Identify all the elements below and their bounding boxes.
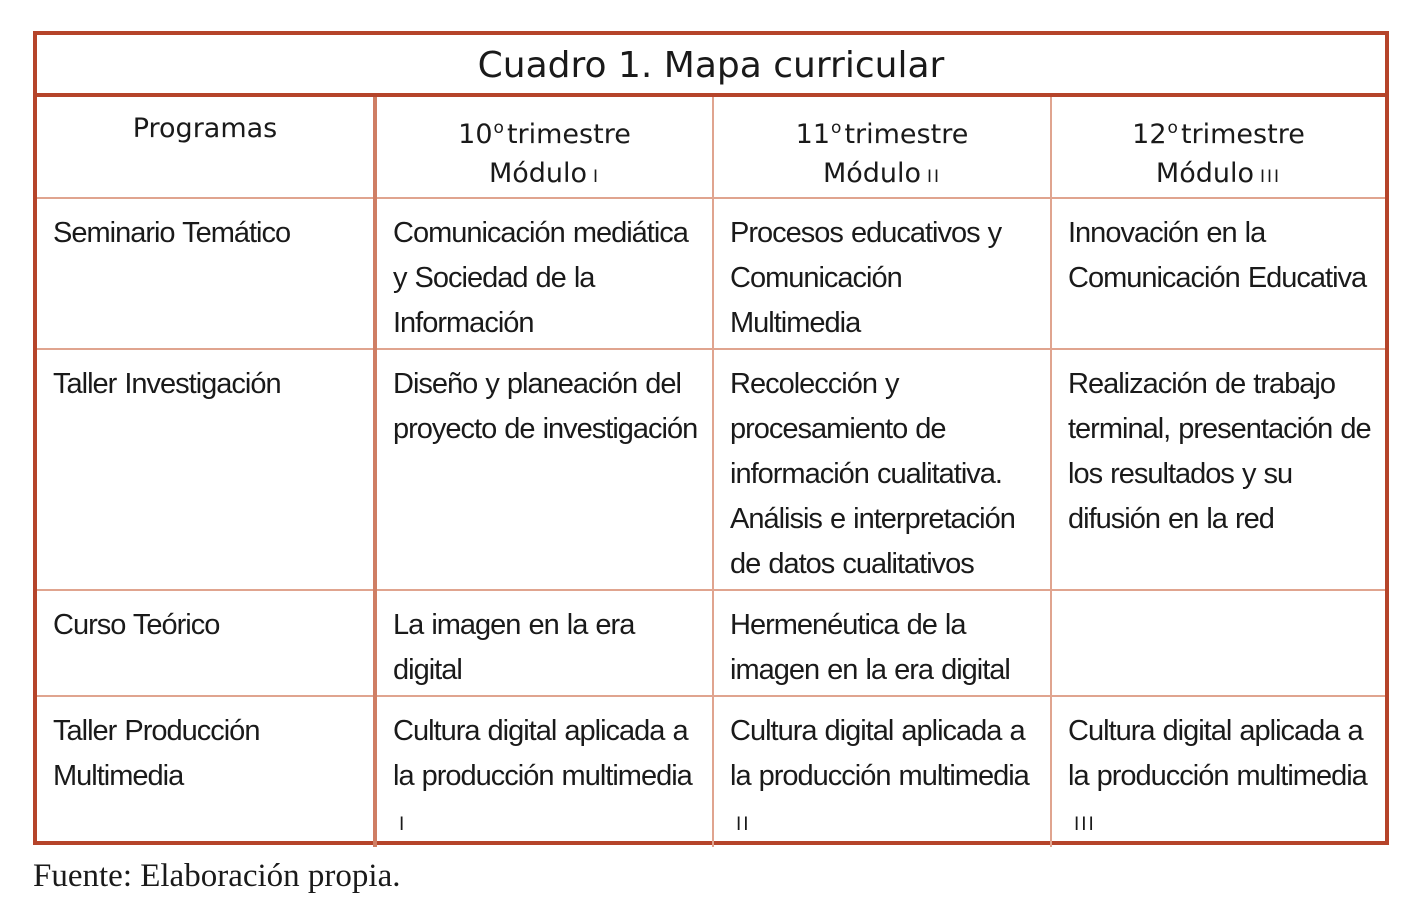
table-cell: Comunicación mediática y Sociedad de la Información bbox=[375, 198, 713, 349]
table-title: Cuadro 1. Mapa curricular bbox=[37, 35, 1385, 97]
source-note: Fuente: Elaboración propia. bbox=[33, 858, 401, 894]
header-programs: Programas bbox=[37, 97, 375, 198]
table-row-taller-produccion bbox=[37, 696, 1385, 847]
table-cell: Realización de trabajo terminal, presentación de los resultados y su difusión en la red bbox=[1051, 349, 1385, 590]
table-cell: Innovación en la Comunicación Educativa bbox=[1051, 198, 1385, 349]
table-row-taller-investigacion bbox=[37, 349, 1385, 590]
table-cell-empty bbox=[1051, 590, 1385, 696]
header-term-11: 11$^o$ trimestre Módulo II bbox=[713, 97, 1051, 198]
table-cell: Cultura digital aplicada a la producción multimediaI bbox=[375, 696, 713, 847]
table-cell: Hermenéutica de la imagen en la era digital bbox=[713, 590, 1051, 696]
curriculum-table bbox=[37, 97, 1385, 847]
program-cell: Curso Teórico bbox=[37, 590, 375, 696]
table-cell: Cultura digital aplicada a la producción multimediaIII bbox=[1068, 715, 1367, 835]
table-header-row bbox=[37, 97, 1385, 198]
table-cell: Recolección y procesamiento de información cualitativa. Análisis e interpretación de datos cualitativos bbox=[713, 349, 1051, 590]
program-cell: Seminario Temático bbox=[37, 198, 375, 349]
table-cell: Diseño y planeación del proyecto de investigación bbox=[375, 349, 713, 590]
header-term-12: 12$^o$ trimestre Módulo III bbox=[1051, 97, 1385, 198]
table-row-seminario bbox=[37, 198, 1385, 349]
program-cell: Taller Producción Multimedia bbox=[37, 696, 375, 847]
table-cell: Cultura digital aplicada a la producción multimediaII bbox=[713, 696, 1051, 847]
table-cell: Procesos educativos y Comunicación Multimedia bbox=[713, 198, 1051, 349]
table-row-curso-teorico bbox=[37, 590, 1385, 696]
program-cell: Taller Investigación bbox=[37, 349, 375, 590]
header-term-10: 10$^o$ trimestre Módulo I bbox=[375, 97, 713, 198]
table-cell: La imagen en la era digital bbox=[375, 590, 713, 696]
curriculum-table-frame bbox=[33, 31, 1389, 845]
